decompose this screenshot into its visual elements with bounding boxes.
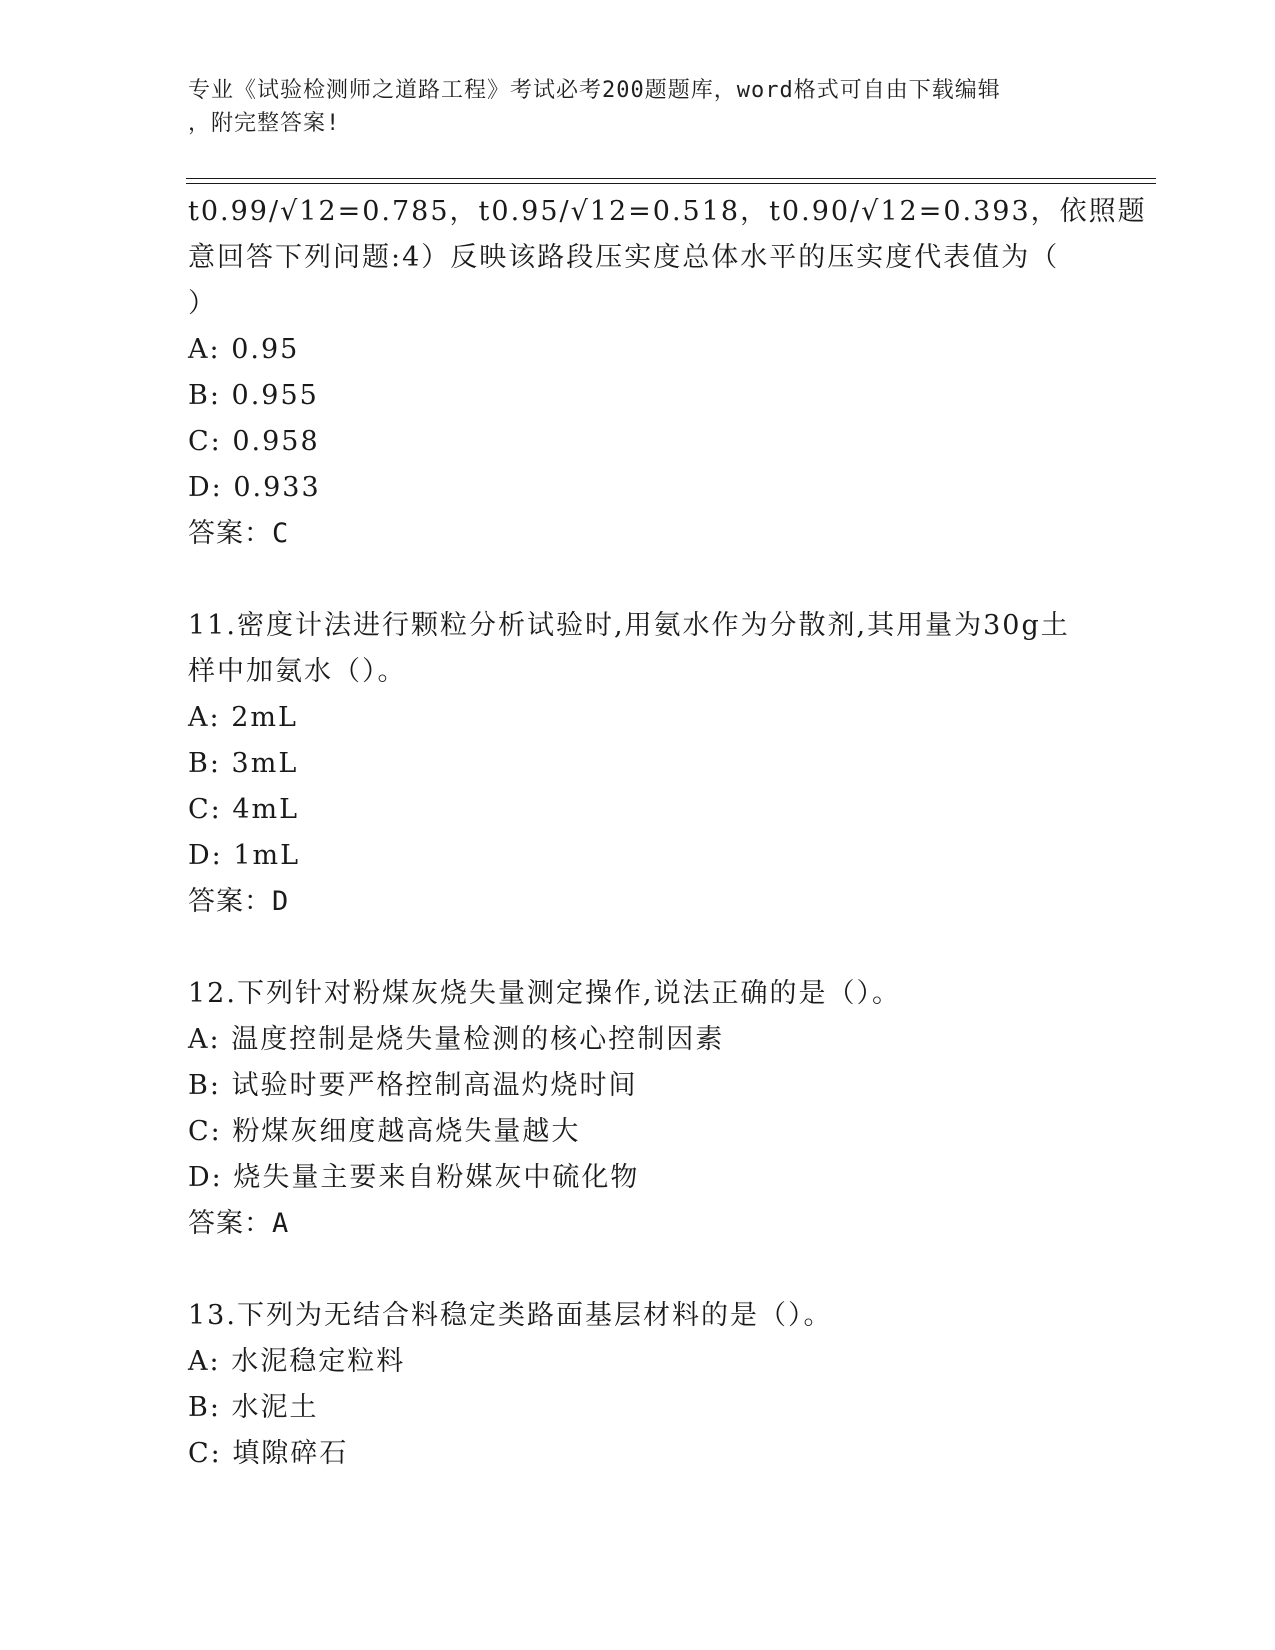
answer-line: 答案：C bbox=[188, 518, 290, 549]
question-stem-line: 13.下列为无结合料稳定类路面基层材料的是（）。 bbox=[188, 1300, 833, 1331]
question-list bbox=[188, 189, 1147, 1477]
option-letter: A: bbox=[188, 1024, 221, 1055]
option-b bbox=[188, 1063, 1088, 1109]
spacer bbox=[188, 1247, 1088, 1293]
option-text: 烧失量主要来自粉媒灰中硫化物 bbox=[233, 1162, 640, 1193]
option-d bbox=[188, 833, 1088, 879]
spacer bbox=[188, 557, 1088, 603]
option-a bbox=[188, 327, 1088, 373]
header-divider-top bbox=[186, 178, 1156, 179]
option-letter: A: bbox=[188, 334, 221, 365]
option-a bbox=[188, 1339, 1088, 1385]
option-b bbox=[188, 741, 1088, 787]
document-header bbox=[188, 74, 1068, 140]
question-stem-line: 意回答下列问题:4）反映该路段压实度总体水平的压实度代表值为（ bbox=[188, 242, 1060, 273]
option-letter: A: bbox=[188, 1346, 221, 1377]
option-text: 粉煤灰细度越高烧失量越大 bbox=[232, 1116, 581, 1147]
option-text: 4mL bbox=[232, 794, 300, 825]
option-letter: B: bbox=[188, 380, 221, 411]
answer-line: 答案：A bbox=[188, 1208, 290, 1239]
question-12 bbox=[188, 971, 1088, 1247]
option-c bbox=[188, 1109, 1088, 1155]
option-text: 1mL bbox=[233, 840, 301, 871]
question-11 bbox=[188, 603, 1088, 925]
option-c bbox=[188, 787, 1088, 833]
option-letter: A: bbox=[188, 702, 221, 733]
option-text: 0.95 bbox=[231, 334, 300, 365]
option-c bbox=[188, 1431, 1088, 1477]
question-13 bbox=[188, 1293, 1088, 1477]
option-letter: C: bbox=[188, 1438, 222, 1469]
option-letter: C: bbox=[188, 1116, 222, 1147]
question-stem-line: t0.99/√12=0.785，t0.95/√12=0.518，t0.90/√12=0.393，依照题 bbox=[188, 196, 1147, 227]
question-stem-line: 样中加氨水（）。 bbox=[188, 656, 407, 687]
option-text: 试验时要严格控制高温灼烧时间 bbox=[231, 1070, 638, 1101]
option-text: 2mL bbox=[231, 702, 298, 733]
option-b bbox=[188, 1385, 1088, 1431]
option-text: 填隙碎石 bbox=[232, 1438, 349, 1469]
option-b bbox=[188, 373, 1088, 419]
option-text: 0.958 bbox=[232, 426, 320, 457]
header-title-line-1: 专业《试验检测师之道路工程》考试必考200题题库，word格式可自由下载编辑 bbox=[188, 78, 1001, 103]
question-stem-line: 12.下列针对粉煤灰烧失量测定操作,说法正确的是（）。 bbox=[188, 978, 902, 1009]
option-d bbox=[188, 465, 1088, 511]
option-text: 水泥土 bbox=[231, 1392, 319, 1423]
option-letter: B: bbox=[188, 1070, 221, 1101]
question-10 bbox=[188, 189, 1147, 557]
question-stem-line: 11.密度计法进行颗粒分析试验时,用氨水作为分散剂,其用量为30g土 bbox=[188, 610, 1070, 641]
header-title-line-2: ，附完整答案! bbox=[188, 111, 341, 136]
option-letter: C: bbox=[188, 794, 222, 825]
option-a bbox=[188, 695, 1088, 741]
option-text: 温度控制是烧失量检测的核心控制因素 bbox=[231, 1024, 725, 1055]
question-stem-line: ） bbox=[188, 288, 217, 319]
option-d bbox=[188, 1155, 1088, 1201]
header-divider-bottom bbox=[186, 183, 1156, 184]
option-letter: D: bbox=[188, 840, 223, 871]
option-letter: D: bbox=[188, 472, 223, 503]
option-letter: D: bbox=[188, 1162, 223, 1193]
option-text: 3mL bbox=[231, 748, 299, 779]
option-c bbox=[188, 419, 1088, 465]
option-text: 0.933 bbox=[233, 472, 321, 503]
option-text: 水泥稳定粒料 bbox=[231, 1346, 406, 1377]
option-letter: B: bbox=[188, 1392, 221, 1423]
option-a bbox=[188, 1017, 1088, 1063]
option-text: 0.955 bbox=[231, 380, 319, 411]
spacer bbox=[188, 925, 1088, 971]
option-letter: C: bbox=[188, 426, 222, 457]
answer-line: 答案：D bbox=[188, 886, 290, 917]
option-letter: B: bbox=[188, 748, 221, 779]
